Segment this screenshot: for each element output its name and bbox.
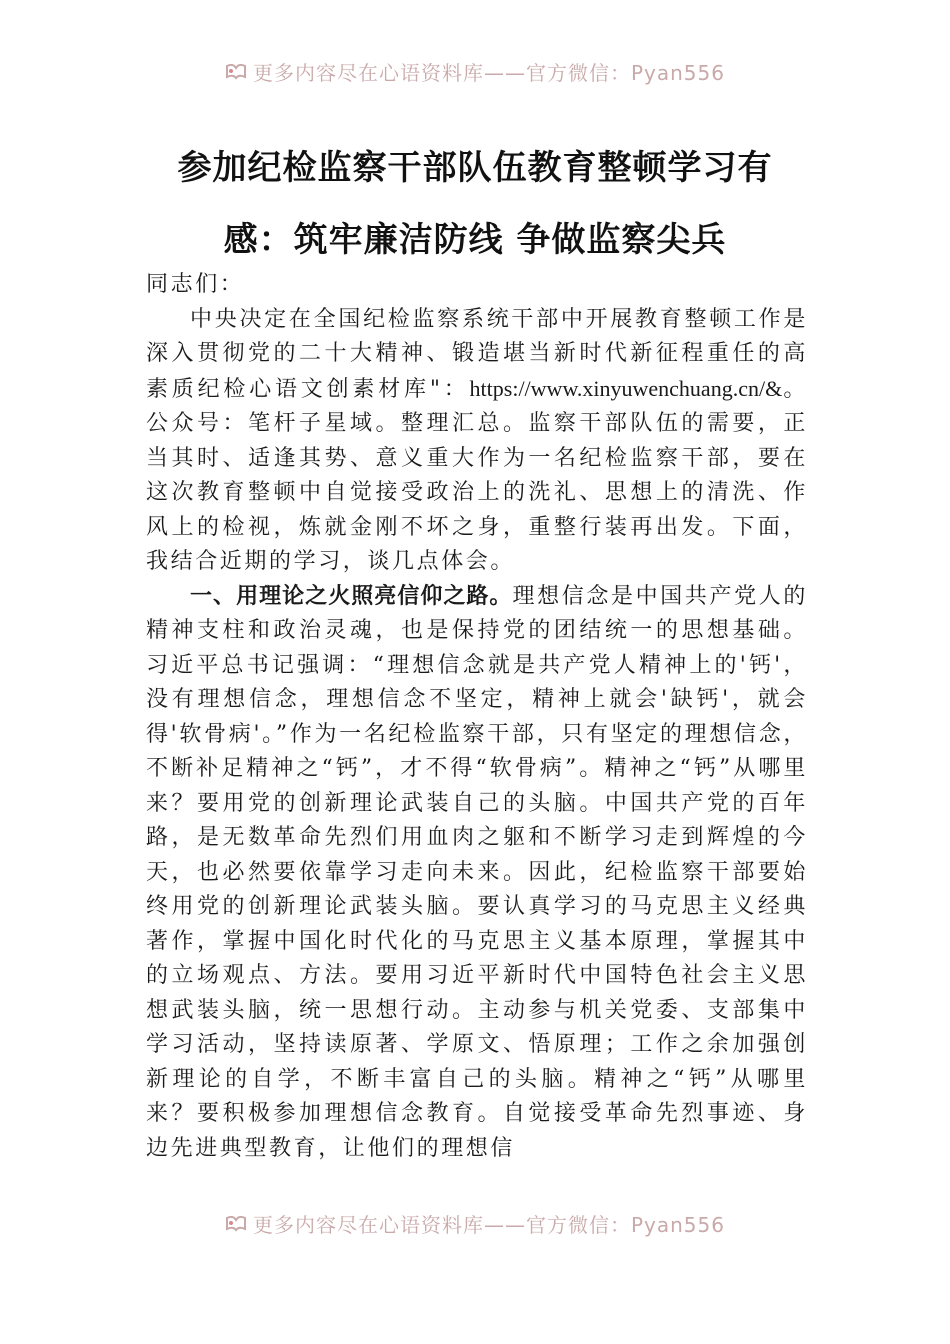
section-1-body: 理想信念是中国共产党人的精神支柱和政治灵魂，也是保持党的团结统一的思想基础。习近平总书记强调：“理想信念就是共产党人精神上的'钙'，没有理想信念，理想信念不坚定，精神上就会'缺钙'，就会得'软骨病'。”作为一名纪检监察干部，只有坚定的理想信念，不断补足精神之“钙”，才不得“软骨病”。精神之“钙”从哪里来？要用党的创新理论武装自己的头脑。中国共产党的百年路，是无数革命先烈们用血肉之躯和不断学习走到辉煌的今天，也必然要依靠学习走向未来。因此，纪检监察干部要始终用党的创新理论武装头脑。要认真学习的马克思主义经典著作，掌握中国化时代化的马克思主义基本原理，掌握其中的立场观点、方法。要用习近平新时代中国特色社会主义思想武装头脑，统一思想行动。主动参与机关党委、支部集中学习活动，坚持读原著、学原文、悟原理；工作之余加强创新理论的自学，不断丰富自己的头脑。精神之“钙”从哪里来？要积极参加理想信念教育。自觉接受革命先烈事迹、身边先进典型教育，让他们的理想信	[146, 583, 808, 1161]
watermark-text: 更多内容尽在心语资料库——官方微信：Pyan556	[252, 1212, 725, 1237]
intro-text-part-1: 中央决定在全国纪检监察系统干部中开展教育整顿工作是深入贯彻党的二十大精神、锻造堪当新时代新征程重任的高素质纪检心语文创素材库"：	[146, 306, 808, 402]
section-1-paragraph	[146, 580, 808, 1167]
intro-text-part-2: 。公众号：笔杆子星域。整理汇总。监察干部队伍的需要，正当其时、适逢其势、意义重大作为一名纪检监察干部，要在这次教育整顿中自觉接受政治上的洗礼、思想上的清洗、作风上的检视，炼就金刚不坏之身，重整行装再出发。下面，我结合近期的学习，谈几点体会。	[146, 376, 808, 574]
watermark-text: 更多内容尽在心语资料库——官方微信：Pyan556	[252, 60, 725, 85]
greeting: 同志们：	[146, 272, 245, 297]
footer-watermark-banner	[0, 1208, 950, 1238]
book-logo-icon	[225, 62, 247, 80]
document-body	[146, 268, 808, 1166]
intro-paragraph	[146, 303, 808, 580]
document-title-line-1: 参加纪检监察干部队伍教育整顿学习有	[177, 148, 773, 188]
book-logo-icon	[225, 1214, 247, 1232]
document-title-line-2: 感：筑牢廉洁防线 争做监察尖兵	[223, 220, 727, 260]
section-1-heading: 一、用理论之火照亮信仰之路。	[190, 583, 513, 609]
header-watermark-banner	[0, 56, 950, 86]
source-url: https://www.xinyuwenchuang.cn/&	[469, 375, 783, 401]
